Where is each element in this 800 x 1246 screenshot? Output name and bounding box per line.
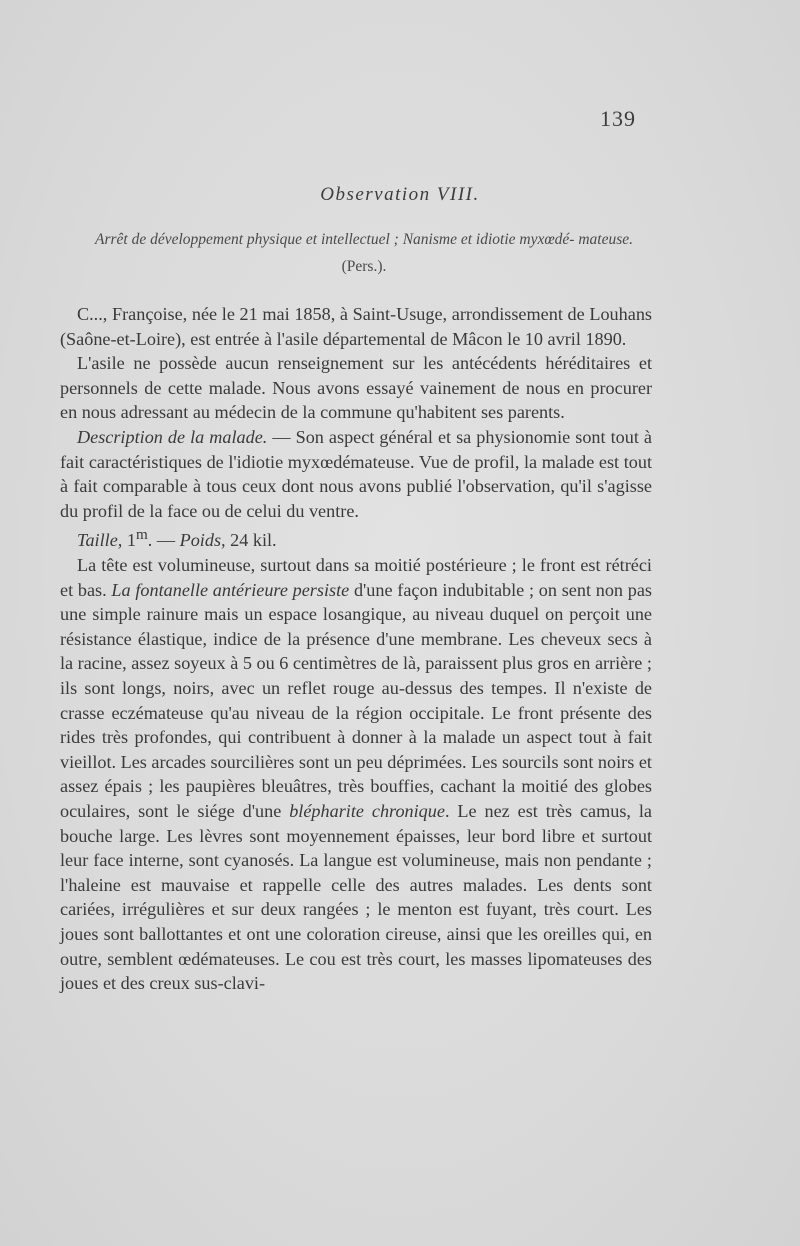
italic-blepharite: blépharite chronique bbox=[289, 800, 445, 821]
value-taille: 1 bbox=[122, 530, 136, 551]
paragraph-3-text: — Son aspect général et sa physionomie sont tout à fait caractéristiques de l'idiotie myxœdémateuse. Vue de profil, la malade est tout à fait comparable à tous ceux dont nous avons publié l'observation, qu'il s'agisse du profil de la face ou de celui du ventre. bbox=[60, 426, 652, 521]
value-poids: 24 kil. bbox=[225, 530, 277, 551]
section-heading-description: Description de la malade. bbox=[77, 426, 268, 447]
paragraph-5-text-b: d'une façon indubitable ; on sent non pas une simple rainure mais un espace losangique, au niveau duquel on perçoit une résistance élastique, indice de la présence d'une membrane. Les cheveux secs à la racine, assez soyeux à 5 ou 6 centimètres de là, paraissent plus gros en arrière ; ils sont longs, noirs, avec un reflet rouge au-dessus des tempes. Il n'existe de crasse eczémateuse qu'au niveau de la région occipitale. Le front présente des rides très profondes, qui contribuent à donner à la malade un aspect tout à fait vieillot. Les arcades sourcilières sont un peu déprimées. Les sourcils sont noirs et assez épais ; les paupières bleuâtres, très bouffies, cachant la moitié des globes oculaires, sont le siége d'une bbox=[60, 579, 652, 821]
subtitle-italic-1: Arrêt de développement physique et intellectuel ; Nanisme et idiotie myxœdé- bbox=[94, 231, 575, 248]
observation-subtitle bbox=[72, 226, 656, 280]
observation-title: Observation VIII. bbox=[320, 184, 480, 205]
body-text bbox=[60, 302, 652, 996]
paragraph-1: C..., Françoise, née le 21 mai 1858, à Saint-Usuge, arrondissement de Louhans (Saône-et-Loire), est entrée à l'asile départemental de Mâcon le 10 avril 1890. bbox=[60, 304, 652, 349]
italic-fontanelle: La fontanelle antérieure persiste bbox=[111, 579, 350, 600]
unit-superscript: m bbox=[135, 526, 148, 544]
paragraph-5 bbox=[60, 553, 652, 996]
page-number: 139 bbox=[600, 106, 636, 131]
label-poids: Poids, bbox=[179, 530, 226, 551]
paragraph-5-text-c: . Le nez est très camus, la bouche large. Les lèvres sont moyennement épaisses, leur bord libre et surtout leur face interne, sont cyanosés. La langue est volumineuse, mais non pendante ; l'haleine est mauvaise et rappelle celle des autres malades. Les dents sont cariées, irrégulières et sur deux rangées ; le menton est fuyant, très court. Les joues sont ballottantes et ont une coloration cireuse, ainsi que les oreilles qui, en outre, semblent œdémateuses. Le cou est très court, les masses lipomateuses des joues et des creux sus-clavi- bbox=[60, 800, 652, 994]
paragraph-5-text-a: La tête est volumineuse, surtout dans sa moitié postérieure ; le front est rétréci et bas. bbox=[60, 555, 652, 600]
paragraph-3 bbox=[60, 425, 652, 523]
subtitle-italic-2: mateuse. bbox=[578, 231, 634, 248]
dash-separator: . — bbox=[147, 530, 180, 551]
label-taille: Taille, bbox=[77, 530, 123, 551]
paragraph-4 bbox=[60, 523, 652, 553]
paragraph-2: L'asile ne possède aucun renseignement sur les antécédents héréditaires et personnels de cette malade. Nous avons essayé vainement de nous en procurer en nous adressant au médecin de la commune qu'habitent ses parents. bbox=[60, 353, 652, 423]
subtitle-pers: (Pers.). bbox=[341, 258, 387, 275]
